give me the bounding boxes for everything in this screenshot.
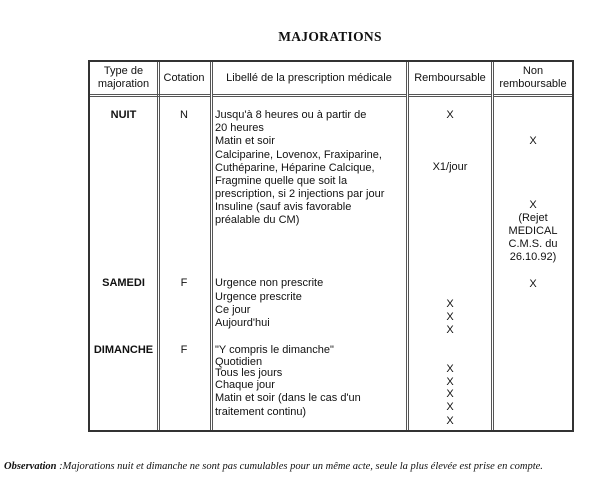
libelle-line: Urgence prescrite: [215, 291, 302, 303]
remb-mark: X: [446, 311, 454, 323]
remb-mark: X: [446, 298, 454, 310]
libelle-line: Urgence non prescrite: [215, 277, 324, 289]
type-dimanche: DIMANCHE: [93, 344, 154, 356]
remb-mark: X: [446, 388, 454, 400]
remb-mark: X: [446, 363, 454, 375]
majorations-table: [88, 60, 574, 432]
header-non-remboursable: Non remboursable: [494, 62, 572, 97]
nonremb-mark: X: [529, 135, 537, 147]
libelle-line: Ce jour: [215, 304, 251, 316]
libelle-line: Matin et soir (dans le cas d'un: [215, 392, 361, 404]
observation-note: [4, 461, 543, 472]
cotation-samedi: F: [180, 277, 188, 289]
remb-mark: X: [446, 401, 454, 413]
page-title: MAJORATIONS: [278, 29, 382, 44]
libelle-line: Calciparine, Lovenox, Fraxiparine,: [215, 149, 382, 161]
column-type: [90, 62, 160, 430]
libelle-line: Jusqu'à 8 heures ou à partir de: [215, 109, 367, 121]
libelle-line: Matin et soir: [215, 135, 275, 147]
type-samedi: SAMEDI: [102, 277, 145, 289]
nonremb-note: C.M.S. du: [508, 238, 558, 250]
libelle-line: Fragmine quelle que soit la: [215, 175, 348, 187]
cotation-nuit: N: [180, 109, 188, 121]
remb-mark: X: [446, 324, 454, 336]
libelle-line: Quotidien: [215, 356, 263, 368]
column-cotation: [158, 62, 213, 430]
remb-mark: X: [446, 109, 454, 121]
nonremb-mark: X: [529, 199, 537, 211]
cotation-dimanche: F: [180, 344, 188, 356]
remb-mark: X: [446, 376, 454, 388]
observation-label: Observation: [4, 461, 57, 472]
libelle-line: "Y compris le dimanche": [215, 344, 334, 356]
nonremb-note: 26.10.92): [509, 251, 557, 263]
libelle-line: Tous les jours: [215, 367, 283, 379]
column-non-remboursable: [494, 62, 572, 430]
libelle-line: prescription, si 2 injections par jour: [215, 188, 385, 200]
nonremb-note: (Rejet: [518, 212, 548, 224]
header-remboursable: Remboursable: [409, 62, 491, 97]
remb-mark: X: [446, 415, 454, 427]
libelle-line: traitement continu): [215, 406, 307, 418]
libelle-line: Cuthéparine, Héparine Calcique,: [215, 162, 375, 174]
column-remboursable: [409, 62, 494, 430]
libelle-line: Chaque jour: [215, 379, 275, 391]
remb-mark: X1/jour: [432, 161, 468, 173]
nonremb-note: MEDICAL: [508, 225, 558, 237]
libelle-line: 20 heures: [215, 122, 264, 134]
libelle-line: Insuline (sauf avis favorable: [215, 201, 352, 213]
header-libelle: Libellé de la prescription médicale: [212, 62, 406, 97]
libelle-line: Aujourd'hui: [215, 317, 270, 329]
nonremb-mark: X: [529, 278, 537, 290]
libelle-line: préalable du CM): [215, 214, 300, 226]
column-libelle: [212, 62, 409, 430]
header-type: Type de majoration: [90, 62, 157, 97]
type-nuit: NUIT: [110, 109, 137, 121]
observation-text: :Majorations nuit et dimanche ne sont pas cumulables pour un même acte, seule la plus élevée est prise en compte.: [56, 461, 543, 472]
header-cotation: Cotation: [158, 62, 210, 97]
